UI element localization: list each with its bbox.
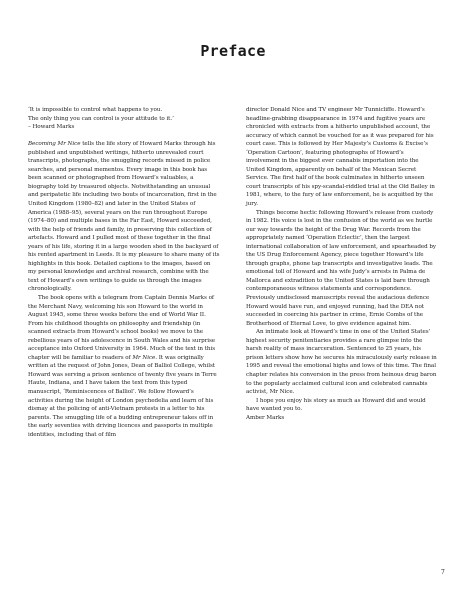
signature: Amber Marks xyxy=(246,414,285,421)
epigraph-attribution: – Howard Marks xyxy=(28,124,75,131)
paragraph-intro-text: tells the life story of Howard Marks through his published and unpublished writings, hitherto unrevealed court transcripts, photographs, the smuggling records missed in police searches, and personal mementos. Every image in this book has been scanned or photographed from Howard’s valuables, a biography told by treasured objects. Notwithstanding an unusual and peripatetic life including two bouts of incarceration, first in the United Kingdom (1980–82) and later in the United States of America (1988–95), several years on the run throughout Europe (1974–80) and multiple bases in the Far East, Howard succeeded, with the help of friends and family, in preserving this collection of artefacts. Howard and I pulled most of these together in the final years of his life, storing it in a large wooden shed in the backyard of his rented apartment in Leeds. It is my pleasure to share many of its highlights in this book. Detailed captions to the images, based on my personal knowledge and archival research, combine with the text of Howard’s own writings to guide us through the images chronologically. xyxy=(28,141,220,293)
paragraph-book-opens-text-b: . It was originally written at the request of John Jones, Dean of Balliol College, whilst Howard was serving a prison sentence of twenty five years in Terre Haute, Indiana, and I have taken the text from this typed manuscript, ‘Reminiscences of Balliol’. We follow Howard’s activities during the height of London psychedelia and learn of his dismay at the policing of anti-Vietnam protests in a letter to his parents. The smuggling life of a budding entrepreneur takes off in the early seventies with driving licences and passports in multiple identities, including that of film xyxy=(28,354,217,438)
epigraph xyxy=(28,106,220,132)
paragraph-book-opens-text-a: The book opens with a telegram from Captain Dennis Marks of the Merchant Navy, welcoming his son Howard to the world in August 1945, some three weeks before the end of World War II. From his childhood thoughts on philosophy and friendship (in scanned extracts from Howard’s school books) we move to the rebellious years of his adolescence in South Wales and his surprise acceptance into Oxford University in 1964. Much of the text in this chapter will be familiar to readers of xyxy=(28,294,216,361)
left-column xyxy=(28,106,220,439)
epigraph-line-1: ‘It is impossible to control what happens to you. xyxy=(28,107,163,113)
paragraph-release: Things become hectic following Howard’s release from custody in 1982. His voice is lost in the confusion of the world as we hurtle our way towards the height of the Drug War. Records from the appropriately named ‘Operation Eclectic’, then the largest international collaboration of law enforcement, and spearheaded by the US Drug Enforcement Agency, piece together Howard’s life through graphs, phone tap transcripts and investigative leads. The emotional toll of Howard and his wife Judy’s arrests in Palma de Mallorca and extradition to the United States is laid bare through contemporaneous witness statements and correspondence. Previously undisclosed manuscripts reveal the audacious defence Howard would have run, and enjoyed running, had the DEA not succeeded in coercing his partner in crime, Ernie Combs of the Brotherhood of Eternal Love, to give evidence against him. xyxy=(246,209,437,327)
page-number: 7 xyxy=(441,569,445,576)
right-column xyxy=(246,106,438,422)
paragraph-penitentiary: An intimate look at Howard’s time in one of the United States’ highest security penitentiaries provides a rare glimpse into the harsh reality of mass incarceration. Sentenced to 25 years, his prison letters show how he secures his miraculously early release in 1995 and reveal the emotional highs and lows of this time. The final chapter relates his conversion in the press from heinous drug baron to the popularly acclaimed cultural icon and celebrated cannabis activist, Mr Nice. xyxy=(246,329,437,396)
paragraph-continued: director Donald Nice and TV engineer Mr Tunnicliffe. Howard’s headline-grabbing disappearance in 1974 and fugitive years are chronicled with extracts from a hitherto unpublished account, the accuracy of which cannot be vouched for as it was prepared for his court case. This is followed by Her Majesty’s Customs & Excise’s ‘Operation Cartoon’, featuring photographs of Howard’s involvement in the biggest ever cannabis importation into the United Kingdom, apparently on behalf of the Mexican Secret Service. The first half of the book culminates in hitherto unseen court transcripts of his spy-scandal-riddled trial at the Old Bailey in 1981, where, to the fury of law enforcement, he is acquitted by the jury. xyxy=(246,107,435,208)
epigraph-line-2: The only thing you can control is your attitude to it.’ xyxy=(28,115,174,122)
paragraph-intro xyxy=(28,140,220,294)
book-title-becoming-mr-nice: Becoming Mr Nice xyxy=(28,141,81,148)
book-title-mr-nice: Mr Nice xyxy=(132,354,156,361)
paragraph-closing: I hope you enjoy his story as much as Howard did and would have wanted you to. xyxy=(246,397,426,413)
paragraph-book-opens xyxy=(28,294,220,439)
page-title: Preface xyxy=(200,42,266,60)
